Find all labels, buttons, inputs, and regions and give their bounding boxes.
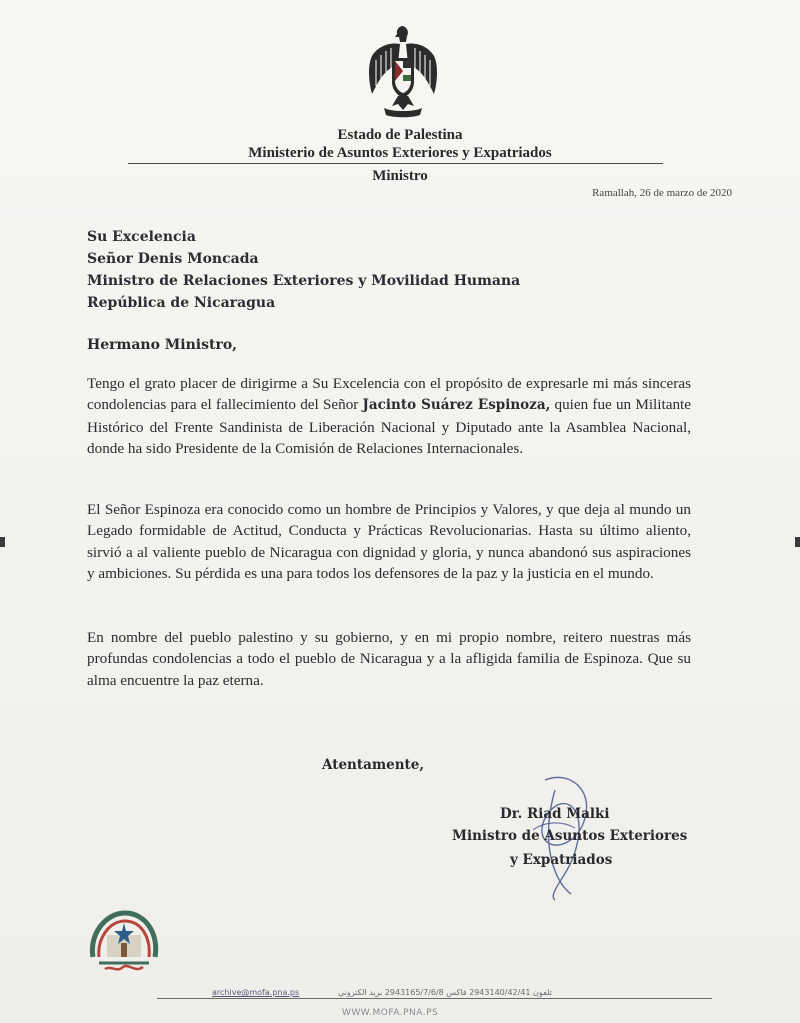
punch-mark-left <box>0 537 5 547</box>
paragraph-text: quien fue un Militante Histórico del Frente Sandinista de Liberación Nacional y Diputado ante la Asamblea Nacional, donde ha sido Presidente de la Comisión de Relaciones Internacionales. <box>87 396 691 457</box>
header-divider <box>128 163 663 164</box>
deceased-name: Jacinto Suárez Espinoza, <box>362 397 551 414</box>
addressee-line: Señor Denis Moncada <box>87 251 259 267</box>
header-state-name: Estado de Palestina <box>337 127 463 143</box>
paragraph-text: Tengo el grato placer de dirigirme a Su Excelencia con el propósito de expresarle mi más sinceras condolencias para el fallecimiento del Señor <box>87 375 691 414</box>
signatory-title: Ministro de Asuntos Exteriores <box>452 828 688 844</box>
body-paragraph-2: El Señor Espinoza era conocido como un hombre de Principios y Valores, y que deja al mundo un Legado formidable de Actitud, Conducta y Prácticas Revolucionarias. Hasta su último aliento, sirvió a al valiente pueblo de Nicaragua con dignidad y gloria, y nunca abandonó sus aspiraciones y ambiciones. Su pérdida es una para todos los defensores de la paz y la justicia en el mundo. <box>87 501 691 582</box>
closing-phrase: Atentamente, <box>322 757 425 773</box>
letter-date: Ramallah, 26 de marzo de 2020 <box>592 187 732 199</box>
addressee-line: Su Excelencia <box>87 229 196 245</box>
salutation: Hermano Ministro, <box>87 337 238 353</box>
body-paragraph-1 <box>87 373 691 459</box>
body-paragraph-3: En nombre del pueblo palestino y su gobierno, y en mi propio nombre, reitero nuestras más profundas condolencias a todo el pueblo de Nicaragua y a la afligida familia de Espinoza. Que su alma encuentre la paz eterna. <box>87 629 691 689</box>
footer-divider <box>157 998 712 999</box>
footer-email-link[interactable]: archive@mofa.pna.ps <box>212 988 300 997</box>
addressee-line: República de Nicaragua <box>87 295 276 311</box>
header-ministry-name: Ministerio de Asuntos Exteriores y Expatriados <box>248 145 552 161</box>
signatory-title: y Expatriados <box>510 852 613 868</box>
signatory-name: Dr. Riad Malki <box>500 806 610 822</box>
bethlehem-logo-icon <box>85 905 163 977</box>
footer-website[interactable]: WWW.MOFA.PNA.PS <box>342 1008 439 1018</box>
addressee-line: Ministro de Relaciones Exteriores y Movilidad Humana <box>87 273 521 289</box>
punch-mark-right <box>795 537 800 547</box>
footer-contact-info: تلفون 2943140/42/41 فاكس 2943165/7/6/8 بريد الكتروني <box>337 988 552 997</box>
palestine-eagle-emblem-icon <box>362 20 444 120</box>
header-minister-title: Ministro <box>372 168 428 184</box>
